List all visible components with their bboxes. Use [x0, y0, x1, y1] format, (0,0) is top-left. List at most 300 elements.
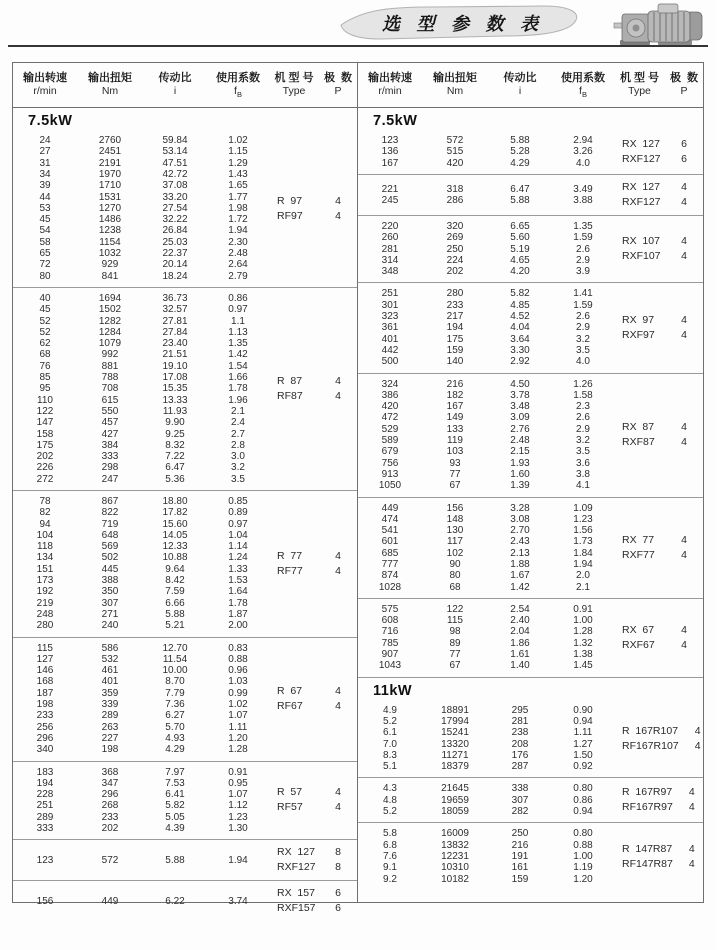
poles-value: 4	[681, 548, 687, 561]
torque-cell: 586	[101, 642, 119, 654]
torque-cell: 502	[101, 552, 119, 564]
model-poles-group	[269, 845, 357, 875]
torque-cell: 10182	[441, 873, 469, 885]
speed-cell: 228	[36, 789, 54, 801]
torque-cell: 368	[101, 766, 119, 778]
fb-cell: 1.35	[228, 338, 248, 350]
torque-cell: 18379	[441, 761, 469, 773]
poles-value: 4	[335, 801, 341, 814]
torque-cell: 1502	[98, 304, 122, 316]
ratio-cell: 176	[511, 749, 529, 761]
torque-cell: 233	[101, 811, 119, 823]
fb-cell: 3.2	[231, 462, 245, 474]
ratio-cell: 19.10	[162, 360, 188, 372]
ratio-cell: 5.88	[510, 135, 530, 147]
fb-cell: 1.27	[573, 738, 593, 750]
torque-cell: 18891	[441, 704, 469, 716]
ratio-cell: 2.54	[510, 603, 530, 615]
column-header-fb: 使用系数 $f_B$	[561, 72, 605, 100]
column-header-type: 机 型 号 Type	[619, 72, 660, 97]
ratio-cell: 7.59	[165, 586, 185, 598]
ratio-cell: 4.65	[510, 254, 530, 266]
torque-cell: 719	[101, 518, 119, 530]
fb-cell: 1.23	[228, 811, 248, 823]
ratio-cell: 17.08	[162, 372, 188, 384]
model-label: R 147R87	[622, 842, 673, 855]
torque-cell: 133	[446, 423, 464, 435]
gear-block-rows	[358, 604, 614, 672]
fb-cell: 1.19	[573, 862, 593, 874]
speed-cell: 1050	[378, 480, 402, 492]
torque-cell: 615	[101, 394, 119, 406]
fb-cell: 1.94	[228, 225, 248, 237]
ratio-cell: 2.13	[510, 547, 530, 559]
torque-cell: 1282	[98, 315, 122, 327]
ratio-cell: 3.28	[510, 502, 530, 514]
fb-cell: 1.53	[228, 575, 248, 587]
torque-cell: 1154	[99, 236, 121, 248]
torque-cell: 1270	[98, 202, 122, 214]
ratio-cell: 4.29	[165, 744, 185, 756]
fb-cell: 1.07	[228, 710, 248, 722]
fb-cell: 4.0	[576, 157, 590, 169]
fb-cell: 1.28	[228, 744, 248, 756]
speed-cell: 4.9	[383, 704, 397, 716]
column-header-speed: 输出转速 r/min	[23, 72, 67, 97]
torque-cell: 67	[449, 480, 461, 492]
torque-cell: 89	[449, 637, 461, 649]
ratio-cell: 5.82	[510, 288, 530, 300]
speed-cell: 187	[36, 687, 54, 699]
model-poles-group	[614, 234, 703, 264]
fb-cell: 2.6	[576, 412, 590, 424]
model-label: RX 97	[622, 314, 655, 326]
poles-value: 4	[688, 857, 695, 870]
fb-cell: 1.94	[573, 559, 593, 570]
fb-cell: 3.2	[576, 333, 590, 345]
speed-cell: 156	[36, 895, 54, 907]
fb-cell: 4.1	[576, 480, 590, 492]
selection-parameter-tables	[12, 62, 704, 915]
fb-cell: 1.00	[573, 850, 593, 862]
fb-cell: 3.6	[576, 457, 590, 469]
torque-cell: 80	[449, 570, 461, 582]
fb-cell: 0.92	[573, 761, 593, 773]
speed-cell: 5.2	[383, 715, 397, 727]
fb-cell: 1.07	[228, 789, 248, 801]
ratio-cell: 26.84	[162, 225, 188, 237]
speed-cell: 24	[39, 135, 51, 147]
gear-block-rows	[13, 767, 269, 835]
poles-value: 4	[681, 533, 687, 546]
speed-cell: 123	[381, 135, 399, 147]
ratio-cell: 15.60	[162, 518, 188, 530]
power-section-label: 11kW	[373, 682, 413, 699]
model-label: RX 87	[622, 421, 655, 434]
model-line	[269, 684, 357, 699]
torque-cell: 194	[446, 322, 464, 334]
ratio-cell: 18.80	[162, 496, 188, 507]
ratio-cell: 22.37	[162, 248, 188, 260]
speed-cell: 716	[381, 626, 399, 638]
torque-cell: 67	[449, 660, 461, 672]
model-label: RX 127	[277, 846, 315, 859]
ratio-cell: 5.82	[165, 800, 185, 812]
torque-cell: 2191	[98, 157, 122, 169]
ratio-cell: 8.70	[165, 676, 185, 688]
speed-cell: 874	[381, 570, 399, 582]
torque-cell: 115	[447, 615, 463, 627]
ratio-cell: 33.20	[162, 191, 188, 203]
speed-cell: 541	[381, 525, 399, 537]
fb-cell: 3.5	[576, 344, 590, 356]
fb-cell: 0.90	[573, 704, 593, 716]
fb-cell: 2.6	[576, 243, 590, 255]
gear-block-rows	[13, 855, 269, 866]
fb-cell: 0.80	[573, 828, 593, 840]
ratio-cell: 7.36	[165, 699, 185, 711]
torque-cell: 247	[101, 473, 119, 485]
fb-cell: 3.0	[231, 451, 245, 463]
speed-cell: 4.3	[383, 783, 397, 795]
ratio-cell: 27.54	[162, 202, 188, 214]
model-label: RF167R97	[622, 801, 673, 814]
ratio-cell: 7.79	[165, 687, 185, 699]
model-label: RX 107	[622, 235, 660, 248]
torque-cell: 929	[101, 259, 119, 271]
torque-cell: 21645	[441, 783, 469, 795]
model-line	[269, 374, 357, 389]
torque-cell: 182	[446, 389, 464, 401]
gear-block-rows	[13, 643, 269, 756]
torque-cell: 401	[101, 676, 119, 688]
torque-cell: 992	[101, 349, 119, 361]
ratio-cell: 5.28	[510, 146, 530, 158]
fb-cell: 2.3	[576, 401, 590, 413]
model-line	[269, 549, 357, 564]
fb-cell: 1.00	[573, 615, 593, 627]
ratio-cell: 216	[511, 839, 529, 851]
torque-cell: 359	[101, 687, 119, 699]
torque-cell: 572	[446, 135, 464, 147]
speed-cell: 95	[39, 383, 51, 395]
speed-cell: 31	[39, 157, 51, 169]
model-line	[614, 842, 711, 857]
speed-cell: 296	[36, 732, 54, 744]
torque-cell: 98	[449, 626, 461, 638]
speed-cell: 122	[36, 405, 54, 417]
fb-cell: 3.5	[576, 446, 590, 458]
torque-cell: 280	[446, 288, 464, 300]
ratio-cell: 42.72	[162, 168, 188, 180]
fb-cell: 1.23	[573, 513, 593, 525]
fb-cell: 1.72	[228, 214, 248, 226]
ratio-cell: 32.22	[162, 214, 188, 226]
speed-cell: 78	[39, 496, 51, 507]
ratio-cell: 21.51	[162, 349, 188, 361]
ratio-cell: 3.08	[510, 513, 530, 525]
ratio-cell: 3.48	[510, 401, 530, 413]
fb-cell: 1.33	[228, 563, 248, 575]
ratio-cell: 1.86	[510, 637, 530, 649]
model-line	[614, 533, 703, 548]
gear-block	[358, 130, 703, 174]
ratio-cell: 27.81	[162, 315, 188, 327]
ratio-cell: 11.54	[162, 653, 188, 665]
speed-cell: 104	[36, 529, 54, 541]
model-label: RX 127	[622, 138, 660, 151]
speed-cell: 158	[36, 428, 54, 440]
speed-cell: 167	[381, 157, 399, 169]
speed-cell: 348	[381, 266, 399, 278]
ratio-cell: 23.40	[162, 338, 188, 350]
torque-cell: 90	[449, 559, 461, 570]
fb-cell: 1.59	[573, 232, 593, 244]
fb-cell: 2.9	[576, 322, 590, 334]
model-label: R 167R107	[622, 724, 679, 737]
ratio-cell: 1.88	[510, 559, 530, 570]
poles-value: 4	[335, 685, 341, 698]
speed-cell: 474	[381, 513, 399, 525]
model-label: R 77	[277, 549, 303, 562]
fb-cell: 1.59	[573, 299, 593, 311]
speed-cell: 340	[36, 744, 54, 756]
torque-cell: 289	[101, 710, 119, 722]
torque-cell: 102	[446, 547, 464, 559]
ratio-cell: 238	[511, 727, 529, 739]
torque-cell: 167	[446, 401, 464, 413]
model-line	[614, 195, 703, 210]
fb-cell: 1.32	[573, 637, 593, 649]
torque-cell: 103	[446, 446, 464, 458]
speed-cell: 401	[381, 333, 399, 345]
ratio-cell: 5.88	[165, 608, 185, 620]
ratio-cell: 11.93	[162, 405, 188, 417]
torque-cell: 708	[101, 383, 119, 395]
gear-block	[13, 880, 357, 921]
gear-block	[358, 598, 703, 677]
torque-cell: 217	[446, 311, 464, 323]
fb-cell: 1.56	[573, 525, 593, 537]
model-line	[269, 389, 357, 404]
model-label: RF57	[277, 801, 303, 814]
model-label: RXF67	[622, 638, 655, 651]
torque-cell: 384	[101, 439, 119, 451]
gear-block	[13, 130, 357, 287]
speed-cell: 324	[381, 378, 399, 390]
fb-cell: 3.2	[576, 435, 590, 447]
fb-cell: 2.9	[576, 254, 590, 266]
fb-cell: 2.9	[576, 423, 590, 435]
speed-cell: 314	[381, 254, 399, 266]
speed-cell: 147	[36, 417, 54, 429]
torque-cell: 569	[101, 541, 119, 553]
fb-cell: 1.45	[573, 660, 593, 672]
model-line	[614, 435, 703, 450]
torque-cell: 175	[446, 333, 464, 345]
torque-cell: 263	[101, 721, 119, 733]
ratio-cell: 3.30	[510, 344, 530, 356]
ratio-cell: 281	[511, 715, 529, 727]
torque-cell: 271	[101, 608, 119, 620]
column-header-speed: 输出转速 r/min	[368, 72, 412, 97]
fb-cell: 1.77	[228, 191, 248, 203]
model-label: RX 77	[622, 533, 655, 546]
poles-value: 4	[681, 421, 687, 434]
ratio-cell: 5.70	[165, 721, 185, 733]
model-label: RXF127	[622, 195, 661, 208]
poles-value: 4	[681, 638, 687, 651]
ratio-cell: 17.82	[162, 507, 188, 519]
model-poles-group	[614, 724, 717, 754]
ratio-cell: 6.22	[165, 895, 185, 907]
fb-cell: 1.02	[228, 699, 248, 711]
ratio-cell: 12.70	[162, 642, 188, 654]
torque-cell: 1694	[98, 292, 122, 304]
model-label: RF97	[277, 209, 303, 222]
model-label: RXF97	[622, 329, 655, 341]
torque-cell: 867	[101, 496, 119, 507]
torque-cell: 1710	[98, 180, 122, 192]
speed-cell: 151	[36, 563, 54, 575]
torque-cell: 117	[447, 536, 463, 548]
gear-block	[358, 215, 703, 282]
column-header-fb: 使用系数 $f_B$	[216, 72, 260, 100]
fb-cell: 1.02	[228, 135, 248, 147]
torque-cell: 159	[446, 344, 464, 356]
model-poles-group	[614, 842, 711, 872]
model-line	[614, 623, 703, 638]
speed-cell: 5.2	[383, 806, 397, 818]
poles-value: 4	[694, 739, 701, 752]
model-label: RXF127	[622, 153, 661, 166]
ratio-cell: 14.05	[162, 529, 188, 541]
model-line	[614, 234, 703, 249]
model-label: RF167R107	[622, 739, 679, 752]
fb-cell: 1.14	[228, 541, 248, 553]
torque-cell: 1238	[98, 225, 122, 237]
poles-value: 4	[688, 801, 695, 814]
column-header-ratio: 传动比 i	[158, 72, 192, 97]
ratio-cell: 2.76	[510, 423, 530, 435]
table-header	[358, 63, 703, 108]
speed-cell: 323	[381, 311, 399, 323]
fb-cell: 1.84	[573, 547, 593, 559]
torque-cell: 1284	[98, 326, 122, 338]
torque-cell: 93	[449, 457, 461, 469]
fb-cell: 3.74	[228, 895, 248, 907]
fb-cell: 1.1	[231, 315, 245, 327]
ratio-cell: 4.93	[165, 732, 185, 744]
poles-value: 4	[681, 235, 687, 248]
speed-cell: 5.1	[383, 761, 397, 773]
torque-cell: 350	[101, 586, 119, 598]
model-label: RF147R87	[622, 857, 673, 870]
torque-cell: 550	[101, 405, 119, 417]
torque-cell: 427	[101, 428, 119, 440]
torque-cell: 19659	[441, 794, 469, 806]
torque-cell: 130	[446, 525, 464, 537]
fb-cell: 0.85	[228, 496, 248, 507]
fb-cell: 1.26	[573, 378, 593, 390]
speed-cell: 913	[381, 468, 399, 480]
ratio-cell: 1.93	[510, 457, 530, 469]
ratio-cell: 5.88	[510, 194, 530, 206]
speed-cell: 301	[381, 299, 399, 311]
model-poles-group	[614, 313, 703, 343]
model-line	[269, 886, 357, 901]
speed-cell: 34	[39, 168, 51, 180]
torque-cell: 1486	[98, 214, 122, 226]
poles-value: 4	[335, 549, 341, 562]
speed-cell: 449	[381, 502, 399, 514]
speed-cell: 589	[381, 435, 399, 447]
speed-cell: 136	[381, 146, 399, 158]
ratio-cell: 15.35	[162, 383, 188, 395]
table-header	[13, 63, 357, 108]
torque-cell: 320	[446, 220, 464, 232]
fb-cell: 1.41	[573, 288, 593, 300]
speed-cell: 280	[36, 620, 54, 632]
model-line	[614, 328, 703, 343]
ratio-cell: 8.42	[165, 575, 185, 587]
speed-cell: 40	[39, 292, 51, 304]
fb-cell: 0.91	[573, 603, 593, 615]
poles-value: 4	[335, 209, 341, 222]
fb-cell: 0.97	[228, 304, 248, 316]
ratio-cell: 4.04	[510, 322, 530, 334]
fb-cell: 0.91	[228, 766, 248, 778]
table-right	[357, 63, 703, 902]
fb-cell: 1.78	[228, 383, 248, 395]
fb-cell: 0.94	[573, 715, 593, 727]
speed-cell: 194	[36, 777, 54, 789]
fb-cell: 1.04	[228, 529, 248, 541]
speed-cell: 9.2	[383, 873, 397, 885]
title-banner	[338, 3, 588, 43]
torque-cell: 156	[446, 502, 464, 514]
speed-cell: 175	[36, 439, 54, 451]
speed-cell: 333	[36, 823, 54, 835]
torque-cell: 881	[101, 360, 119, 372]
model-line	[269, 860, 357, 875]
ratio-cell: 307	[511, 794, 529, 806]
ratio-cell: 1.40	[510, 660, 530, 672]
ratio-cell: 2.70	[510, 525, 530, 537]
speed-cell: 52	[39, 315, 51, 327]
torque-cell: 17994	[441, 715, 469, 727]
speed-cell: 52	[39, 326, 51, 338]
gear-block-rows	[358, 221, 614, 277]
torque-cell: 822	[101, 507, 119, 519]
power-section-label: 7.5kW	[28, 113, 73, 130]
gear-block	[358, 373, 703, 497]
model-poles-group	[614, 180, 703, 210]
torque-cell: 457	[101, 417, 119, 429]
torque-cell: 148	[446, 513, 464, 525]
speed-cell: 65	[39, 248, 51, 260]
ratio-cell: 191	[511, 850, 529, 862]
model-line	[614, 548, 703, 563]
torque-cell: 1032	[98, 248, 122, 260]
torque-cell: 13320	[441, 738, 469, 750]
torque-cell: 788	[101, 372, 119, 384]
fb-cell: 2.8	[231, 439, 245, 451]
ratio-cell: 3.78	[510, 389, 530, 401]
speed-cell: 272	[36, 473, 54, 485]
speed-cell: 1043	[378, 660, 402, 672]
model-line	[614, 724, 717, 739]
